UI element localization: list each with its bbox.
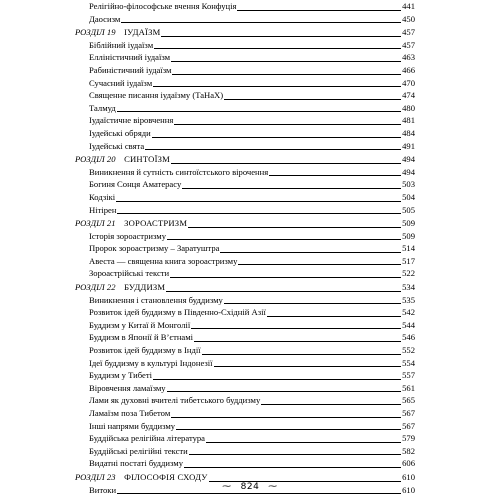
entry-title: Виникнення і становлення буддизму (89, 294, 223, 305)
dot-leader (89, 213, 415, 214)
page-ref: 509 (402, 218, 415, 229)
entry-title: Витоки (89, 484, 117, 495)
page-number: 824 (240, 482, 260, 492)
page-ref: 579 (402, 433, 415, 444)
page-ref: 441 (402, 1, 415, 11)
entry-title: Талмуд (89, 102, 116, 113)
page-ref: 554 (402, 357, 415, 368)
entry-title: Релігійно-філософське вчення Конфуція (89, 1, 237, 11)
page-footer (0, 482, 500, 492)
toc-entry (75, 191, 415, 204)
page-ref: 517 (402, 255, 415, 266)
page-ref: 535 (402, 294, 415, 305)
page-ref: 552 (402, 345, 415, 356)
toc-entry (75, 357, 415, 370)
entry-title: Зороастрійські тексти (89, 268, 170, 279)
page-ref: 582 (402, 445, 415, 456)
entry-title: Сучасний іудаїзм (89, 77, 153, 88)
page-ref: 522 (402, 268, 415, 279)
toc-section-heading (75, 153, 415, 166)
page-ref: 481 (402, 115, 415, 126)
toc-entry (75, 445, 415, 458)
entry-title: Кодзікі (89, 191, 116, 202)
page-ref: 450 (402, 13, 415, 24)
entry-title: Буддійська релігійна література (89, 433, 205, 444)
toc-entry (75, 114, 415, 127)
toc-entry (75, 306, 415, 319)
page-ref: 505 (402, 204, 415, 215)
page-ref: 509 (402, 230, 415, 241)
entry-title: Ідеї буддизму в культурі Індонезії (89, 357, 213, 368)
section-name: БУДДИЗМ (124, 282, 166, 293)
table-of-contents (75, 0, 415, 496)
section-name: СИНТОЇЗМ (124, 154, 170, 165)
entry-title: Видатні постаті буддизму (89, 458, 184, 469)
page-ref: 610 (402, 484, 415, 495)
page-ref: 463 (402, 52, 415, 63)
entry-title: Рабиністичний іудаїзм (89, 64, 172, 75)
page-ref: 567 (402, 420, 415, 431)
page-ref: 470 (402, 77, 415, 88)
toc-section-heading (75, 217, 415, 230)
entry-title: Інші напрями буддизму (89, 420, 176, 431)
toc-entry (75, 331, 415, 344)
entry-title: Іудейські обряди (89, 127, 151, 138)
section-title (75, 472, 209, 482)
section-name: ФІЛОСОФІЯ СХОДУ (124, 471, 208, 482)
toc-entry (75, 457, 415, 470)
toc-entry (75, 394, 415, 407)
toc-entry (75, 319, 415, 332)
entry-title: Буддизм у Тибеті (89, 370, 152, 381)
page-ref: 480 (402, 102, 415, 113)
page-ref: 542 (402, 307, 415, 318)
page-ref: 457 (402, 39, 415, 50)
dot-leader (89, 22, 415, 23)
toc-entry (75, 178, 415, 191)
page-ref: 567 (402, 408, 415, 418)
toc-entry (75, 255, 415, 268)
section-label: РОЗДІЛ 19 (75, 27, 116, 38)
section-title (75, 218, 188, 228)
toc-entry (75, 89, 415, 102)
entry-title: Біблійний іудаїзм (89, 39, 154, 50)
page-ref: 610 (402, 471, 415, 482)
toc-entry (75, 344, 415, 357)
page-ref: 557 (402, 370, 415, 381)
toc-entry (75, 51, 415, 64)
entry-title: Нітірен (89, 204, 117, 215)
page-ref: 484 (402, 127, 415, 138)
page-ref: 546 (402, 332, 415, 343)
toc-entry (75, 166, 415, 179)
entry-title: Історія зороастризму (89, 230, 167, 241)
page-ref: 565 (402, 395, 415, 406)
toc-entry (75, 230, 415, 243)
entry-title: Богиня Сонця Аматерасу (89, 179, 182, 190)
page-ref: 504 (402, 191, 415, 202)
toc-entry (75, 13, 415, 26)
entry-title: Елліністичний іудаїзм (89, 52, 171, 63)
section-label: РОЗДІЛ 21 (75, 218, 116, 229)
page-ref: 491 (402, 140, 415, 151)
section-label: РОЗДІЛ 23 (75, 471, 116, 482)
entry-title: Авеста — священна книга зороастризму (89, 255, 238, 266)
toc-entry (75, 39, 415, 52)
page-ref: 544 (402, 319, 415, 330)
page-ref: 534 (402, 282, 415, 293)
toc-entry (75, 0, 415, 13)
section-title (75, 154, 171, 164)
entry-title: Священне писання іудаїзму (ТаНаХ) (89, 90, 224, 101)
toc-entry (75, 140, 415, 153)
entry-title: Іудейські свята (89, 140, 145, 151)
toc-entry (75, 127, 415, 140)
toc-entry (75, 432, 415, 445)
entry-title: Виникнення й сутність синтоїстського вірочення (89, 166, 269, 177)
entry-title: Лами як духовні вчителі тибетського буддизму (89, 395, 261, 406)
right-ornament-icon: ~ (267, 482, 279, 492)
section-name: ІУДАЇЗМ (124, 27, 161, 38)
section-name: ЗОРОАСТРИЗМ (124, 218, 188, 229)
entry-title: Ламаїзм поза Тибетом (89, 408, 171, 418)
toc-entry (75, 242, 415, 255)
toc-entry (75, 77, 415, 90)
entry-title: Розвиток ідей буддизму в Індії (89, 345, 201, 356)
section-title (75, 27, 161, 37)
page-ref: 494 (402, 166, 415, 177)
entry-title: Розвиток ідей буддизму в Південно-Східній Азії (89, 307, 266, 318)
page-ref: 466 (402, 64, 415, 75)
page-ref: 514 (402, 243, 415, 254)
page-ref: 606 (402, 458, 415, 469)
entry-title: Віровчення ламаїзму (89, 382, 166, 393)
toc-section-heading (75, 281, 415, 294)
left-ornament-icon: ~ (221, 482, 233, 492)
toc-section-heading (75, 26, 415, 39)
toc-entry (75, 420, 415, 433)
page-ref: 457 (402, 27, 415, 38)
page-ref: 561 (402, 382, 415, 393)
toc-entry (75, 64, 415, 77)
entry-title: Буддійські релігійні тексти (89, 445, 188, 456)
toc-entry (75, 102, 415, 115)
page-ref: 503 (402, 179, 415, 190)
entry-title: Пророк зороастризму – Заратуштра (89, 243, 220, 254)
toc-entry (75, 294, 415, 307)
toc-entry (75, 407, 415, 420)
entry-title: Іудаїстичне віровчення (89, 115, 174, 126)
dot-leader (89, 201, 415, 202)
dot-leader (89, 493, 415, 494)
toc-entry (75, 204, 415, 217)
section-label: РОЗДІЛ 22 (75, 282, 116, 293)
section-label: РОЗДІЛ 20 (75, 154, 116, 165)
page-ref: 494 (402, 154, 415, 165)
toc-entry (75, 382, 415, 395)
section-title (75, 282, 166, 292)
entry-title: Даосизм (89, 13, 121, 24)
toc-entry (75, 369, 415, 382)
page-ref: 474 (402, 90, 415, 101)
entry-title: Буддизм в Японії й В’єтнамі (89, 332, 194, 343)
toc-entry (75, 267, 415, 280)
entry-title: Буддизм у Китаї й Монголії (89, 319, 191, 330)
dot-leader (89, 111, 415, 112)
